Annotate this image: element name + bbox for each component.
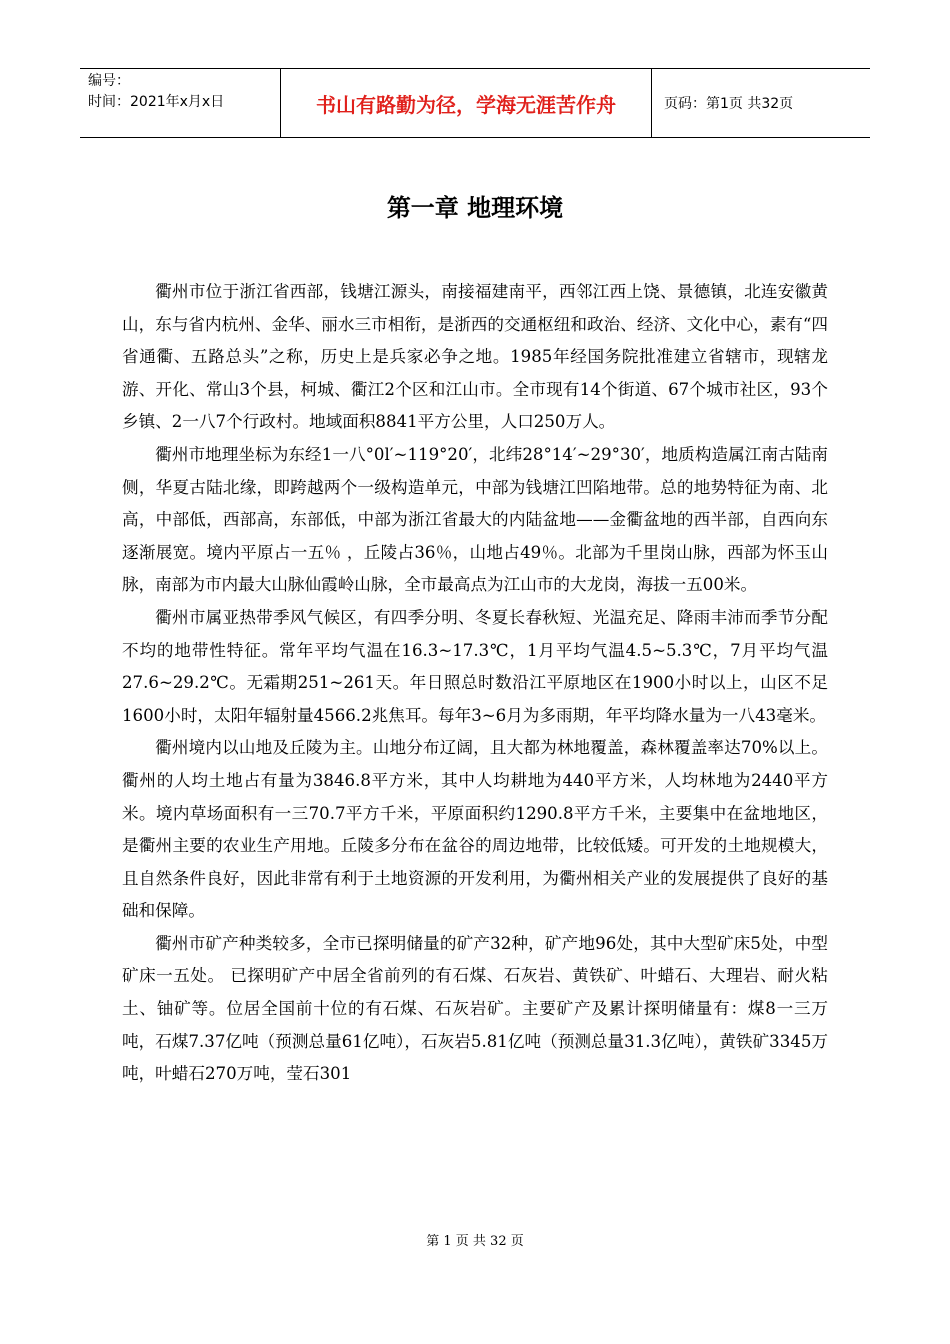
document-time-label: 时间：2021年x月x日 <box>88 94 225 110</box>
chapter-title: 第一章 地理环境 <box>386 194 564 222</box>
paragraph-climate: 衢州市属亚热带季风气候区，有四季分明、冬夏长春秋短、光温充足、降雨丰沛而季节分配不均的地带性特征。常年平均气温在16.3~17.3℃，1月平均气温4.5~5.3℃，7月平均气温27.6~29.2℃。无霜期251~261天。年日照总时数沿江平原地区在1900小时以上，山区不足1600小时，太阳年辐射量4566.2兆焦耳。每年3~6月为多雨期，年平均降水量为一八43毫米。 <box>122 607 828 725</box>
page-footer: 第 1 页 共 32 页 <box>426 1234 524 1249</box>
paragraph-land: 衢州境内以山地及丘陵为主。山地分布辽阔，且大都为林地覆盖，森林覆盖率达70%以上。衢州的人均土地占有量为3846.8平方米，其中人均耕地为440平方米，人均林地为2440平方米。境内草场面积有一三70.7平方千米，平原面积约1290.8平方千米，主要集中在盆地地区，是衢州主要的农业生产用地。丘陵多分布在盆谷的周边地带，比较低矮。可开发的土地规模大，且自然条件良好，因此非常有利于土地资源的开发利用，为衢州相关产业的发展提供了良好的基础和保障。 <box>122 738 828 921</box>
document-body <box>122 276 828 1091</box>
paragraph-location: 衢州市位于浙江省西部，钱塘江源头，南接福建南平，西邻江西上饶、景德镇，北连安徽黄山，东与省内杭州、金华、丽水三市相衔，是浙西的交通枢纽和政治、经济、文化中心，素有“四省通衢、五路总头”之称，历史上是兵家必争之地。1985年经国务院批准建立省辖市，现辖龙游、开化、常山3个县，柯城、衢江2个区和江山市。全市现有14个街道、67个城市社区，93个乡镇、2一八7个行政村。地域面积8841平方公里，人口250万人。 <box>122 282 828 432</box>
header-meta <box>80 69 281 137</box>
paragraph-geography: 衢州市地理坐标为东经1一八°0l′~119°20′，北纬28°14′~29°30′，地质构造属江南古陆南侧，华夏古陆北缘，即跨越两个一级构造单元，中部为钱塘江凹陷地带。总的地势特征为南、北高，中部低，西部高，东部低，中部为浙江省最大的内陆盆地——金衢盆地的西半部，自西向东逐渐展宽。境内平原占一五％ ，丘陵占36％，山地占49％。北部为千里岗山脉，西部为怀玉山脉，南部为市内最大山脉仙霞岭山脉，全市最高点为江山市的大龙岗，海拔一五00米。 <box>122 444 828 595</box>
paragraph-minerals: 衢州市矿产种类较多，全市已探明储量的矿产32种，矿产地96处，其中大型矿床5处，中型矿床一五处。 已探明矿产中居全省前列的有石煤、石灰岩、黄铁矿、叶蜡石、大理岩、耐火粘土、铀矿等。位居全国前十位的有石煤、石灰岩矿。主要矿产及累计探明储量有：煤8一三万吨，石煤7.37亿吨（预测总量61亿吨），石灰岩5.81亿吨（预测总量31.3亿吨），黄铁矿3345万吨，叶蜡石270万吨，莹石301 <box>122 933 828 1084</box>
header-page-info: 页码：第1页 共32页 <box>664 96 794 112</box>
header-motto: 书山有路勤为径，学海无涯苦作舟 <box>281 69 652 137</box>
document-number-label: 编号： <box>88 73 130 89</box>
page-header <box>80 68 870 138</box>
